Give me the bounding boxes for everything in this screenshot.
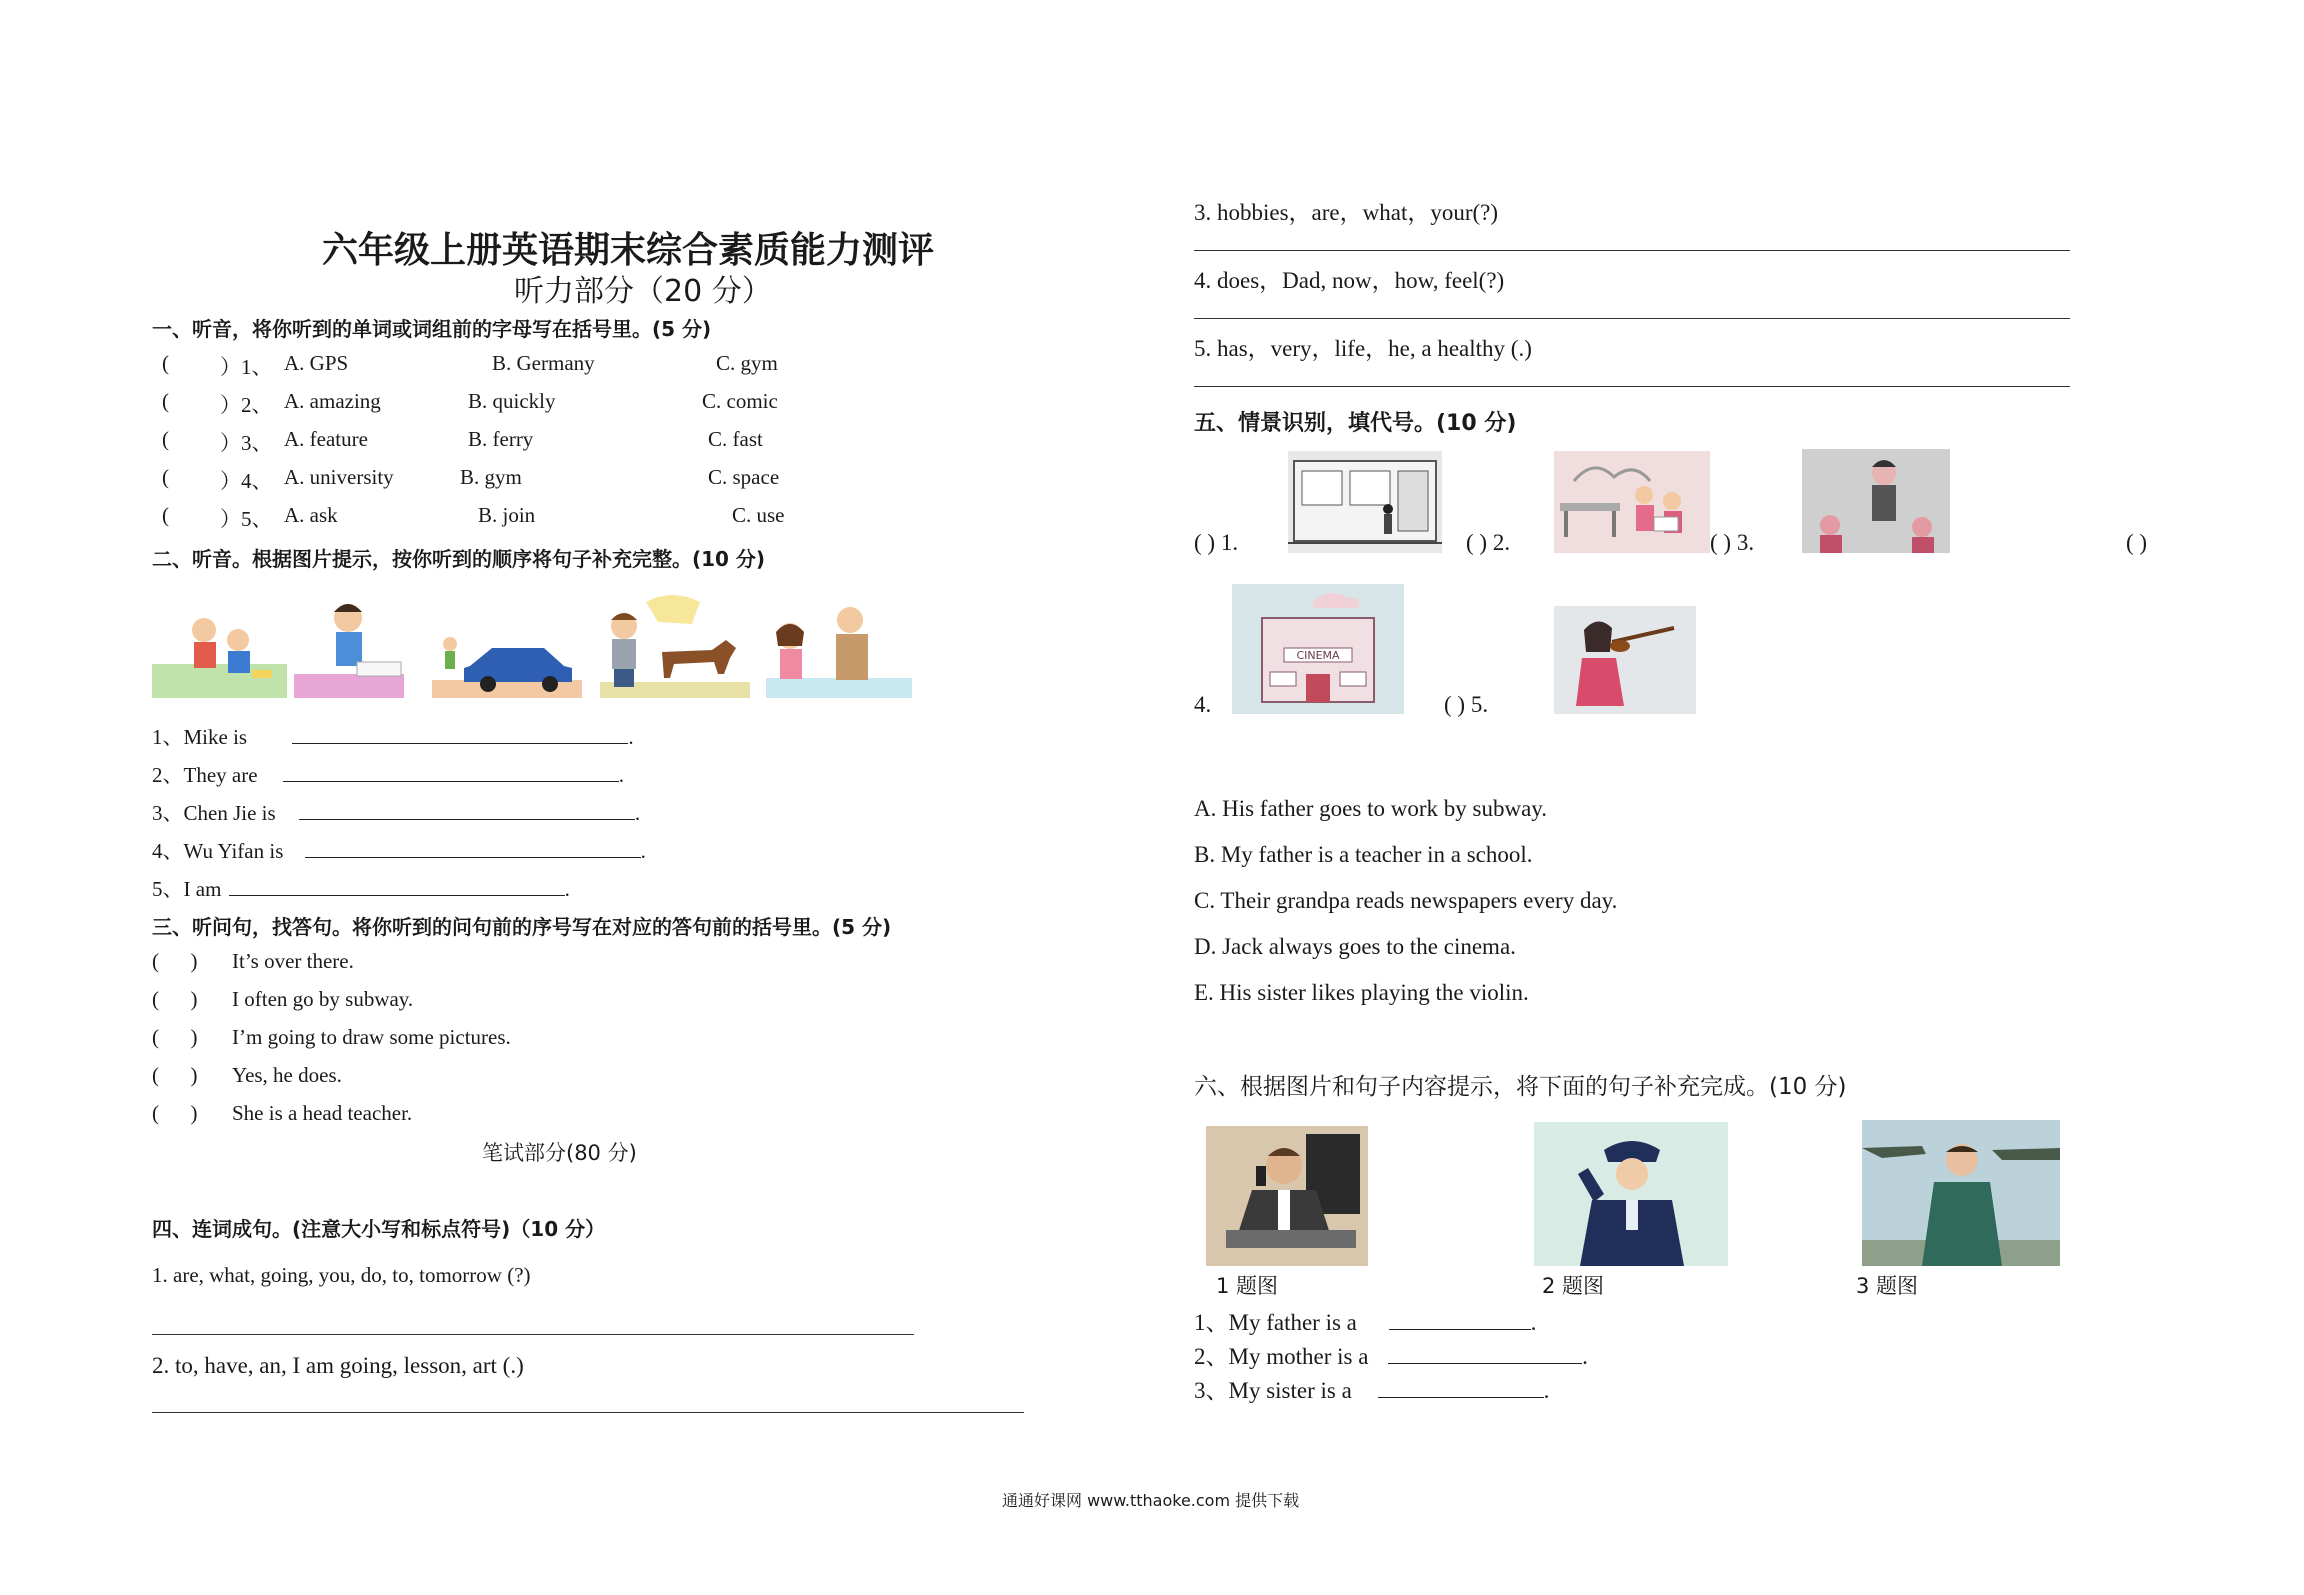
part5-extra-paren: ( ): [2126, 530, 2148, 555]
part6-item-end: .: [1582, 1344, 1588, 1369]
kids-playing-icon: [152, 618, 287, 698]
part1-option-c: C. fast: [708, 427, 763, 451]
part2-item-end: .: [564, 877, 570, 901]
part6-item: [1194, 1304, 1536, 1337]
part3-answer: I often go by subway.: [232, 987, 414, 1011]
part6-item-prefix: 3、My sister is a: [1194, 1378, 1352, 1403]
part3-answer: I’m going to draw some pictures.: [232, 1025, 511, 1049]
part3-answer: It’s over there.: [232, 949, 354, 973]
part1-paren: (: [162, 465, 169, 489]
part3-paren: ( ): [152, 1101, 198, 1125]
part1-option-c: C. gym: [716, 351, 778, 375]
businessman-phone-icon: [1206, 1126, 1368, 1266]
part1-option-c: C. comic: [702, 389, 778, 413]
part5-option: B. My father is a teacher in a school.: [1194, 842, 1533, 867]
part4-item: 3. hobbies，are，what，your(?): [1194, 200, 1499, 225]
part2-item: [152, 759, 624, 789]
part6-item: [1194, 1372, 1549, 1405]
part1-no: ）3、: [220, 431, 273, 455]
part2-item-prefix: 5、I am: [152, 877, 222, 901]
part2-pictures: [152, 592, 912, 700]
answer-blank[interactable]: [229, 877, 565, 896]
teacher-classroom-icon: [1802, 449, 1950, 553]
answer-blank[interactable]: [1388, 1345, 1582, 1364]
part4-item: 1. are, what, going, you, do, to, tomorrow (?): [152, 1263, 531, 1287]
pilot-icon: [1862, 1120, 2060, 1266]
answer-line[interactable]: [1194, 386, 2070, 387]
policewoman-icon: [1534, 1122, 1728, 1266]
answer-blank[interactable]: [292, 725, 628, 744]
part1-option-b: B. ferry: [468, 427, 534, 451]
part2-item: [152, 721, 634, 751]
part5-heading: 五、情景识别，填代号。(10 分): [1194, 411, 1517, 436]
part1-option-b: B. gym: [460, 465, 522, 489]
part3-heading: 三、听问句，找答句。将你听到的问句前的序号写在对应的答句前的括号里。(5 分): [152, 915, 892, 939]
boy-studying-icon: [294, 604, 404, 698]
part6-pic-caption: 3 题图: [1856, 1274, 1919, 1298]
part2-item-prefix: 1、Mike is: [152, 725, 248, 749]
part2-item-prefix: 2、They are: [152, 763, 258, 787]
answer-line[interactable]: [152, 1334, 914, 1335]
car-driving-icon: [432, 637, 582, 698]
part4-heading: 四、连词成句。(注意大小写和标点符号)（10 分）: [152, 1217, 606, 1241]
part1-option-c: C. space: [708, 465, 780, 489]
part5-option: D. Jack always goes to the cinema.: [1194, 934, 1516, 959]
part6-item-end: .: [1543, 1378, 1550, 1403]
part6-item-end: .: [1530, 1310, 1537, 1335]
part1-option-b: B. Germany: [492, 351, 595, 375]
park-reading-icon: [1554, 451, 1710, 553]
part2-item-end: .: [640, 839, 646, 863]
part3-paren: ( ): [152, 987, 198, 1011]
part1-option-b: B. join: [478, 503, 536, 527]
written-part-heading: 笔试部分(80 分): [482, 1141, 637, 1165]
part2-item: [152, 835, 646, 865]
part2-item: [152, 873, 570, 903]
answer-blank[interactable]: [1389, 1311, 1531, 1330]
boy-with-dog-icon: [600, 595, 750, 698]
part6-pic-caption: 2 题图: [1542, 1274, 1605, 1298]
cinema-icon: [1232, 584, 1404, 714]
page-title: 六年级上册英语期末综合素质能力测评: [322, 230, 935, 271]
part1-heading: 一、听音，将你听到的单词或词组前的字母写在括号里。(5 分): [152, 317, 712, 341]
part1-no: ）2、: [220, 393, 273, 417]
part6-item-prefix: 2、My mother is a: [1194, 1344, 1369, 1369]
part2-item-prefix: 3、Chen Jie is: [152, 801, 276, 825]
part1-option-a: A. GPS: [284, 351, 349, 375]
part1-paren: (: [162, 427, 169, 451]
girl-violin-icon: [1554, 606, 1696, 714]
part4-item: 5. has，very，life，he, a healthy (.): [1194, 336, 1532, 361]
part3-paren: ( ): [152, 949, 198, 973]
footer-credit: 通通好课网 www.tthaoke.com 提供下载: [1002, 1491, 1300, 1510]
part5-pic-label: ( ) 1.: [1194, 530, 1239, 555]
part2-item-prefix: 4、Wu Yifan is: [152, 839, 284, 863]
part5-pic-label: ( ) 3.: [1710, 530, 1755, 555]
part2-item-end: .: [634, 801, 641, 825]
part1-option-c: C. use: [732, 503, 785, 527]
part2-item-end: .: [618, 763, 625, 787]
part1-option-a: A. feature: [284, 427, 368, 451]
part2-item: [152, 797, 640, 827]
part5-pic-label: 4.: [1194, 692, 1212, 717]
part6-item-prefix: 1、My father is a: [1194, 1310, 1357, 1335]
part1-no: ）1、: [220, 355, 273, 379]
part1-paren: (: [162, 351, 169, 375]
answer-line[interactable]: [1194, 250, 2070, 251]
part5-pic-label: ( ) 5.: [1444, 692, 1489, 717]
page-subtitle: 听力部分（20 分）: [514, 274, 772, 309]
part1-option-a: A. ask: [284, 503, 338, 527]
part3-answer: She is a head teacher.: [232, 1101, 413, 1125]
part3-answer: Yes, he does.: [232, 1063, 342, 1087]
part6-pic-caption: 1 题图: [1216, 1274, 1279, 1298]
girl-and-grandpa-icon: [766, 607, 912, 698]
part5-option: C. Their grandpa reads newspapers every day.: [1194, 888, 1618, 913]
part2-item-end: .: [628, 725, 634, 749]
answer-blank[interactable]: [1378, 1379, 1544, 1398]
part4-item: 4. does，Dad, now，how, feel(?): [1194, 268, 1505, 293]
answer-line[interactable]: [152, 1412, 1024, 1413]
part1-option-a: A. amazing: [284, 389, 381, 413]
subway-icon: [1288, 451, 1442, 553]
answer-blank[interactable]: [305, 839, 641, 858]
answer-blank[interactable]: [283, 763, 619, 782]
part3-paren: ( ): [152, 1025, 198, 1049]
part1-no: ）5、: [220, 507, 273, 531]
answer-line[interactable]: [1194, 318, 2070, 319]
part1-paren: (: [162, 389, 169, 413]
cinema-sign: CINEMA: [1296, 649, 1340, 662]
part5-option: E. His sister likes playing the violin.: [1194, 980, 1529, 1005]
part1-paren: (: [162, 503, 169, 527]
part3-paren: ( ): [152, 1063, 198, 1087]
part1-option-b: B. quickly: [468, 389, 556, 413]
part1-no: ）4、: [220, 469, 273, 493]
part5-pic-label: ( ) 2.: [1466, 530, 1511, 555]
part5-option: A. His father goes to work by subway.: [1194, 796, 1548, 821]
part2-heading: 二、听音。根据图片提示，按你听到的顺序将句子补充完整。(10 分): [152, 547, 766, 571]
answer-blank[interactable]: [299, 801, 635, 820]
part1-option-a: A. university: [284, 465, 394, 489]
part6-heading: 六、根据图片和句子内容提示，将下面的句子补充完成。(10 分): [1194, 1074, 1847, 1100]
part6-item: [1194, 1338, 1588, 1371]
part4-item: 2. to, have, an, I am going, lesson, art (.): [152, 1353, 524, 1378]
